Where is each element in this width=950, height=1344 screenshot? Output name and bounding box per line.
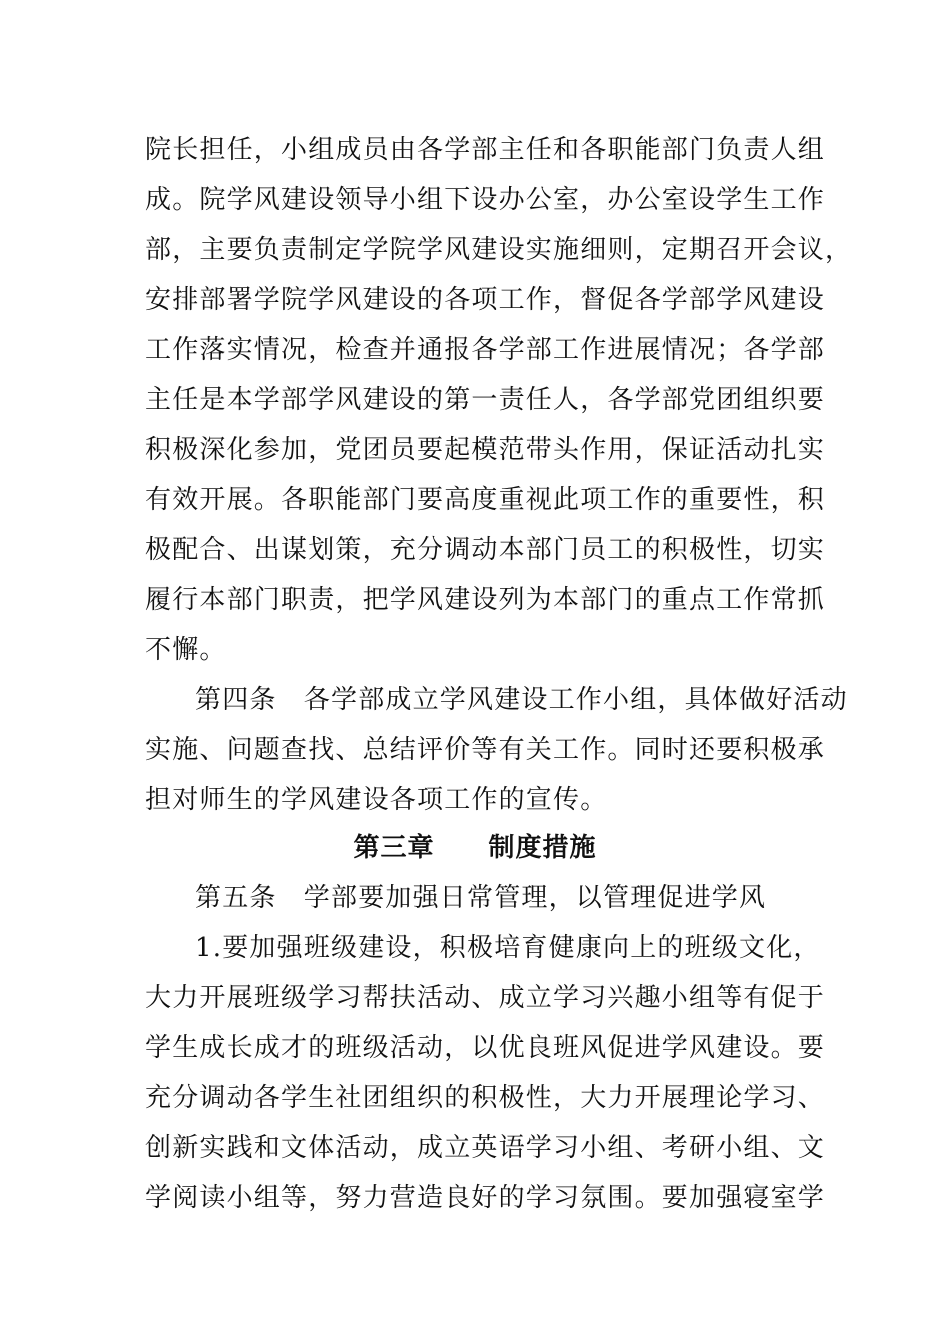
- paragraph-line: 部，主要负责制定学院学风建设实施细则，定期召开会议，: [145, 235, 853, 265]
- paragraph-line: 工作落实情况，检查并通报各学部工作进展情况；各学部: [145, 335, 826, 365]
- article-five-line: 第五条 学部要加强日常管理，以管理促进学风: [195, 883, 767, 913]
- paragraph-line: 担对师生的学风建设各项工作的宣传。: [145, 785, 608, 815]
- paragraph-line: 创新实践和文体活动，成立英语学习小组、考研小组、文: [145, 1133, 826, 1163]
- paragraph-line: 充分调动各学生社团组织的积极性，大力开展理论学习、: [145, 1083, 826, 1113]
- paragraph-line: 有效开展。各职能部门要高度重视此项工作的重要性，积: [145, 485, 826, 515]
- paragraph-line: 积极深化参加，党团员要起模范带头作用，保证活动扎实: [145, 435, 826, 465]
- paragraph-line: 主任是本学部学风建设的第一责任人，各学部党团组织要: [145, 385, 826, 415]
- paragraph-line: 不懈。: [145, 635, 227, 665]
- paragraph-line: 安排部署学院学风建设的各项工作，督促各学部学风建设: [145, 285, 826, 315]
- paragraph-line: 学生成长成才的班级活动，以优良班风促进学风建设。要: [145, 1033, 826, 1063]
- item-one-line: 1.要加强班级建设，积极培育健康向上的班级文化，: [195, 933, 821, 963]
- paragraph-line: 履行本部门职责，把学风建设列为本部门的重点工作常抓: [145, 585, 826, 615]
- paragraph-line: 极配合、出谋划策，充分调动本部门员工的积极性，切实: [145, 535, 826, 565]
- paragraph-line: 实施、问题查找、总结评价等有关工作。同时还要积极承: [145, 735, 826, 765]
- paragraph-line: 院长担任，小组成员由各学部主任和各职能部门负责人组: [145, 135, 826, 165]
- paragraph-line: 大力开展班级学习帮扶活动、成立学习兴趣小组等有促于: [145, 983, 826, 1013]
- chapter-heading: 第三章 制度措施: [353, 833, 597, 863]
- paragraph-line: 成。院学风建设领导小组下设办公室，办公室设学生工作: [145, 185, 826, 215]
- article-four-line: 第四条 各学部成立学风建设工作小组，具体做好活动: [195, 685, 848, 715]
- paragraph-line: 学阅读小组等，努力营造良好的学习氛围。要加强寝室学: [145, 1183, 826, 1213]
